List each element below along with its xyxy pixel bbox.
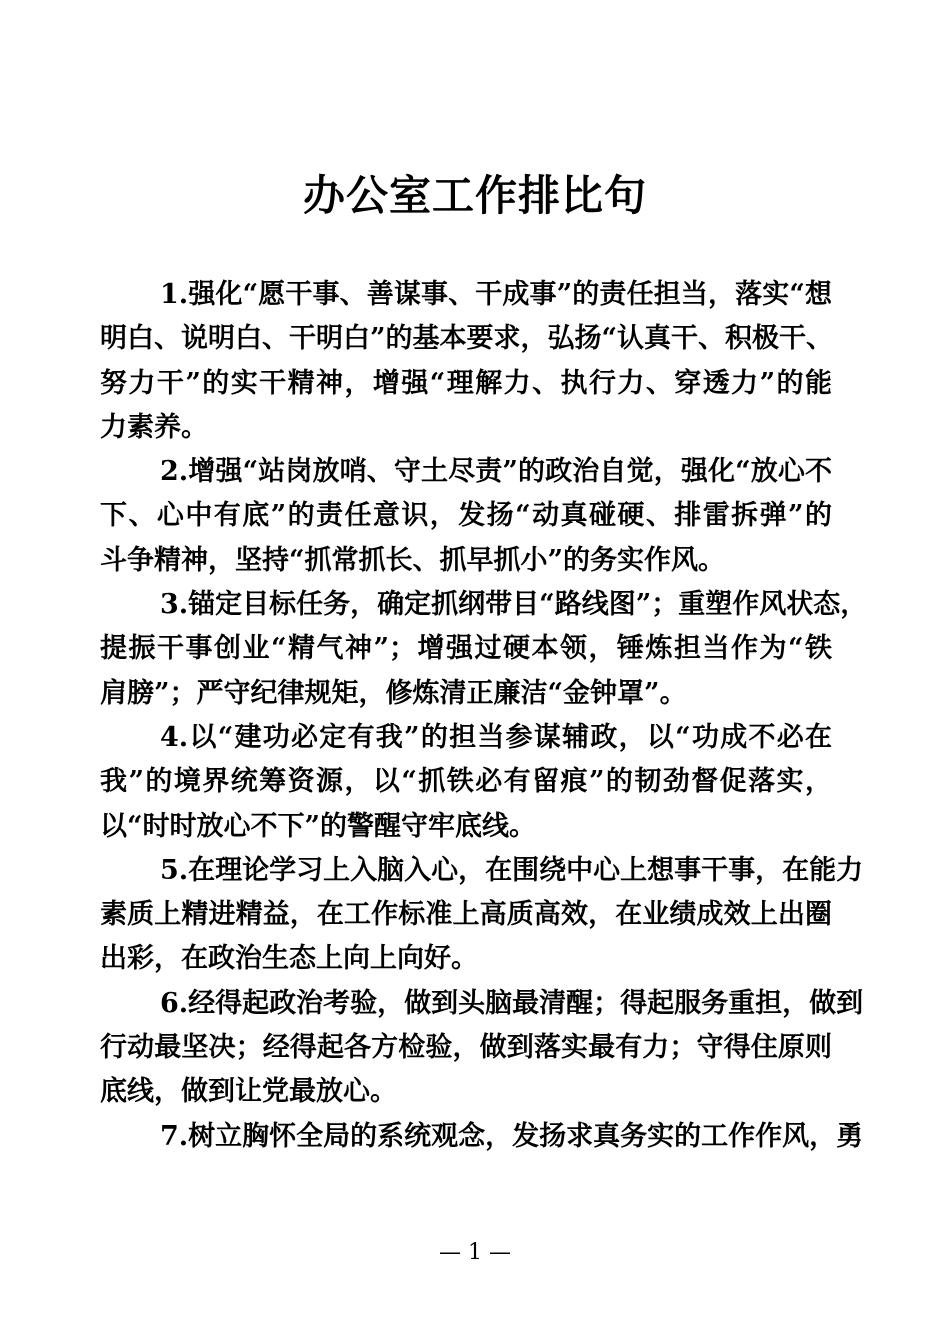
text-line: 底线，做到让党最放心。 [100,1076,397,1108]
text-line: 肩膀”；严守纪律规矩，修炼清正廉洁“金钟罩”。 [100,677,687,709]
text-line: 以“时时放心不下”的警醒守牢底线。 [100,810,537,842]
text-line: 我”的境界统筹资源，以“抓铁必有留痕”的韧劲督促落实， [100,766,832,798]
text-line: 4.以“建功必定有我”的担当参谋辅政，以“功成不必在 [160,721,832,753]
paragraph-6 [100,982,864,1115]
text-line: 下、心中有底”的责任意识，发扬“动真碰硬、排雷拆弹”的 [100,500,832,532]
text-line: 努力干”的实干精神，增强“理解力、执行力、穿透力”的能 [100,367,832,399]
paragraph-7 [100,1115,864,1159]
text-line: 1.强化“愿干事、善谋事、干成事”的责任担当，落实“想 [160,279,832,310]
page-number: — 1 — [439,1240,511,1265]
text-line: 提振干事创业“精气神”；增强过硬本领，锤炼担当作为“铁 [100,633,832,665]
document-title: 办公室工作排比句 [302,171,647,220]
text-line: 3.锚定目标任务，确定抓纲带目“路线图”；重塑作风状态， [160,589,868,621]
text-line: 斗争精神，坚持“抓常抓长、抓早抓小”的务实作风。 [100,544,726,576]
text-line: 7.树立胸怀全局的系统观念，发扬求真务实的工作作风，勇 [160,1120,864,1152]
paragraph-5 [100,849,864,982]
text-line: 6.经得起政治考验，做到头脑最清醒；得起服务重担，做到 [160,987,864,1019]
text-line: 行动最坚决；经得起各方检验，做到落实最有力；守得住原则 [100,1032,832,1064]
text-line: 素质上精进精益，在工作标准上高质高效，在业绩成效上出圈 [100,899,832,931]
document-body [100,273,868,1159]
text-line: 力素养。 [100,411,208,443]
paragraph-3 [100,583,868,716]
paragraph-4 [100,716,832,849]
text-line: 5.在理论学习上入脑入心，在围绕中心上想事干事，在能力 [160,854,864,886]
paragraph-2 [100,450,832,583]
text-line: 2.增强“站岗放哨、守土尽责”的政治自觉，强化“放心不 [160,456,832,488]
text-line: 出彩，在政治生态上向上向好。 [100,943,478,975]
text-line: 明白、说明白、干明白”的基本要求，弘扬“认真干、积极干、 [100,323,834,355]
paragraph-1 [100,273,832,450]
